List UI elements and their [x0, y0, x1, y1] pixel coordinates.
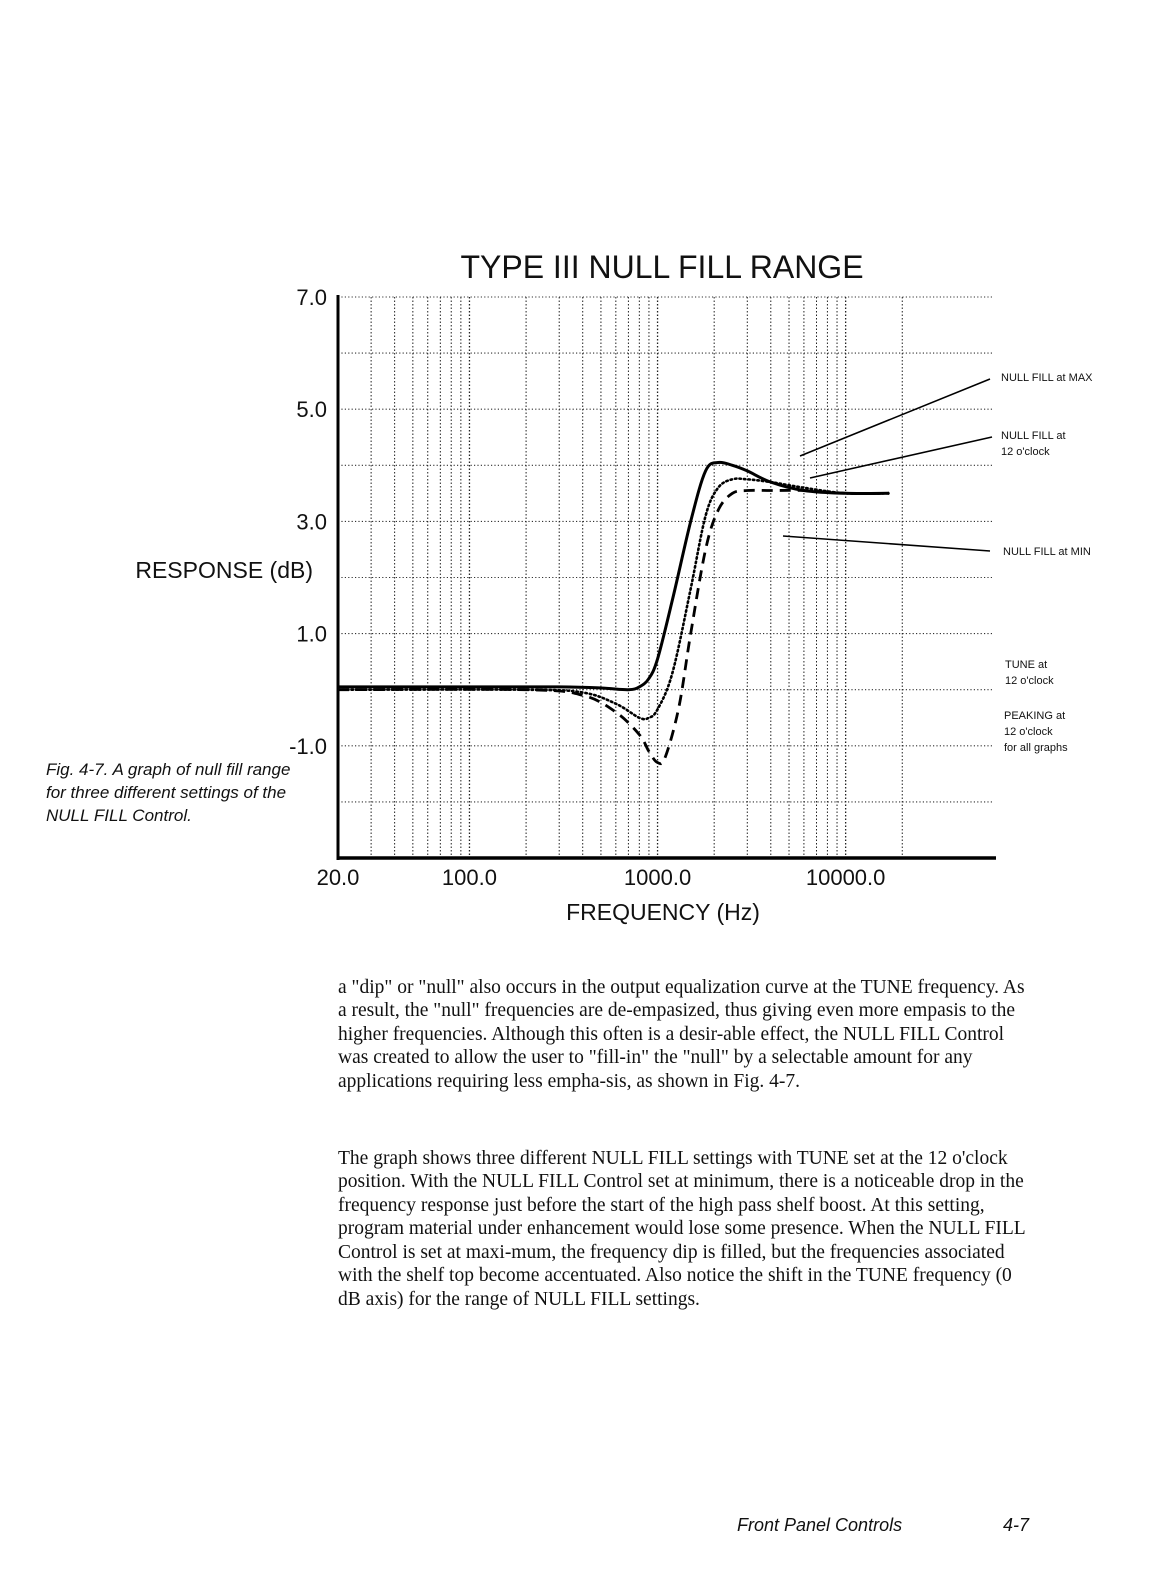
footer-page-number: 4-7: [1003, 1515, 1030, 1535]
y-tick-label: -1.0: [289, 733, 327, 759]
annotation-null-fill-12-line-1: NULL FILL at: [1001, 430, 1066, 442]
y-tick-label: 3.0: [296, 509, 327, 535]
annotation-leader-2: [810, 437, 992, 478]
body-paragraph-2: The graph shows three different NULL FILL settings with TUNE set at the 12 o'clock position. With the NULL FILL Control set at minimum, there is a noticeable drop in the frequency response just before the start of the high pass shelf boost. At this setting, program material under enhancement would lose some presence. When the NULL FILL Control is set at maxi-mum, the frequency dip is filled, but the frequencies associated with the shelf top become accentuated. Also notice the shift in the TUNE frequency (0 dB axis) for the range of NULL FILL settings.: [338, 1147, 1025, 1310]
y-tick-label: 7.0: [296, 285, 327, 310]
x-tick-label: 20.0: [316, 865, 360, 890]
series-null-fill-min: [338, 490, 889, 763]
x-tick-label: 100.0: [441, 865, 497, 890]
series-null-fill-12-oclock: [338, 479, 889, 720]
annotation-null-fill-12-line-2: 12 o'clock: [1001, 446, 1050, 458]
annotation-null-fill-max-line-1: NULL FILL at MAX: [1001, 372, 1093, 384]
series-null-fill-max: [338, 462, 889, 689]
chart-series: [338, 462, 889, 763]
x-axis-title: FREQUENCY (Hz): [566, 899, 760, 925]
y-axis-title: RESPONSE (dB): [135, 557, 313, 583]
x-tick-label: 10000.0: [805, 865, 886, 890]
chart-grid: [338, 297, 992, 858]
annotation-tune-line-2: 12 o'clock: [1005, 675, 1054, 687]
annotation-null-fill-min-line-1: NULL FILL at MIN: [1003, 546, 1091, 558]
annotation-peaking-line-1: PEAKING at: [1004, 710, 1066, 722]
annotation-tune-line-1: TUNE at: [1005, 659, 1048, 671]
footer-section-title: Front Panel Controls: [737, 1515, 903, 1535]
body-paragraph-1: a "dip" or "null" also occurs in the output equalization curve at the TUNE frequency. As a result, the "null" frequencies are de-empasized, thus giving even more empasis to the higher frequencies. Although this often is a desir-able effect, the NULL FILL Control was created to allow the user to "fill-in" the "null" by a selectable amount for any applications requiring less empha-sis, as shown in Fig. 4-7.: [338, 976, 1025, 1092]
annotation-peaking-line-3: for all graphs: [1004, 742, 1068, 754]
y-tick-label: 1.0: [296, 621, 327, 647]
y-tick-label: 5.0: [296, 397, 327, 423]
chart-title: TYPE III NULL FILL RANGE: [460, 249, 864, 285]
annotation-leader-3: [783, 536, 990, 551]
annotation-peaking-line-2: 12 o'clock: [1004, 726, 1053, 738]
figure-caption: Fig. 4-7. A graph of null fill range for three different settings of the NULL FILL Control.: [46, 760, 291, 825]
x-tick-label: 1000.0: [623, 865, 692, 890]
